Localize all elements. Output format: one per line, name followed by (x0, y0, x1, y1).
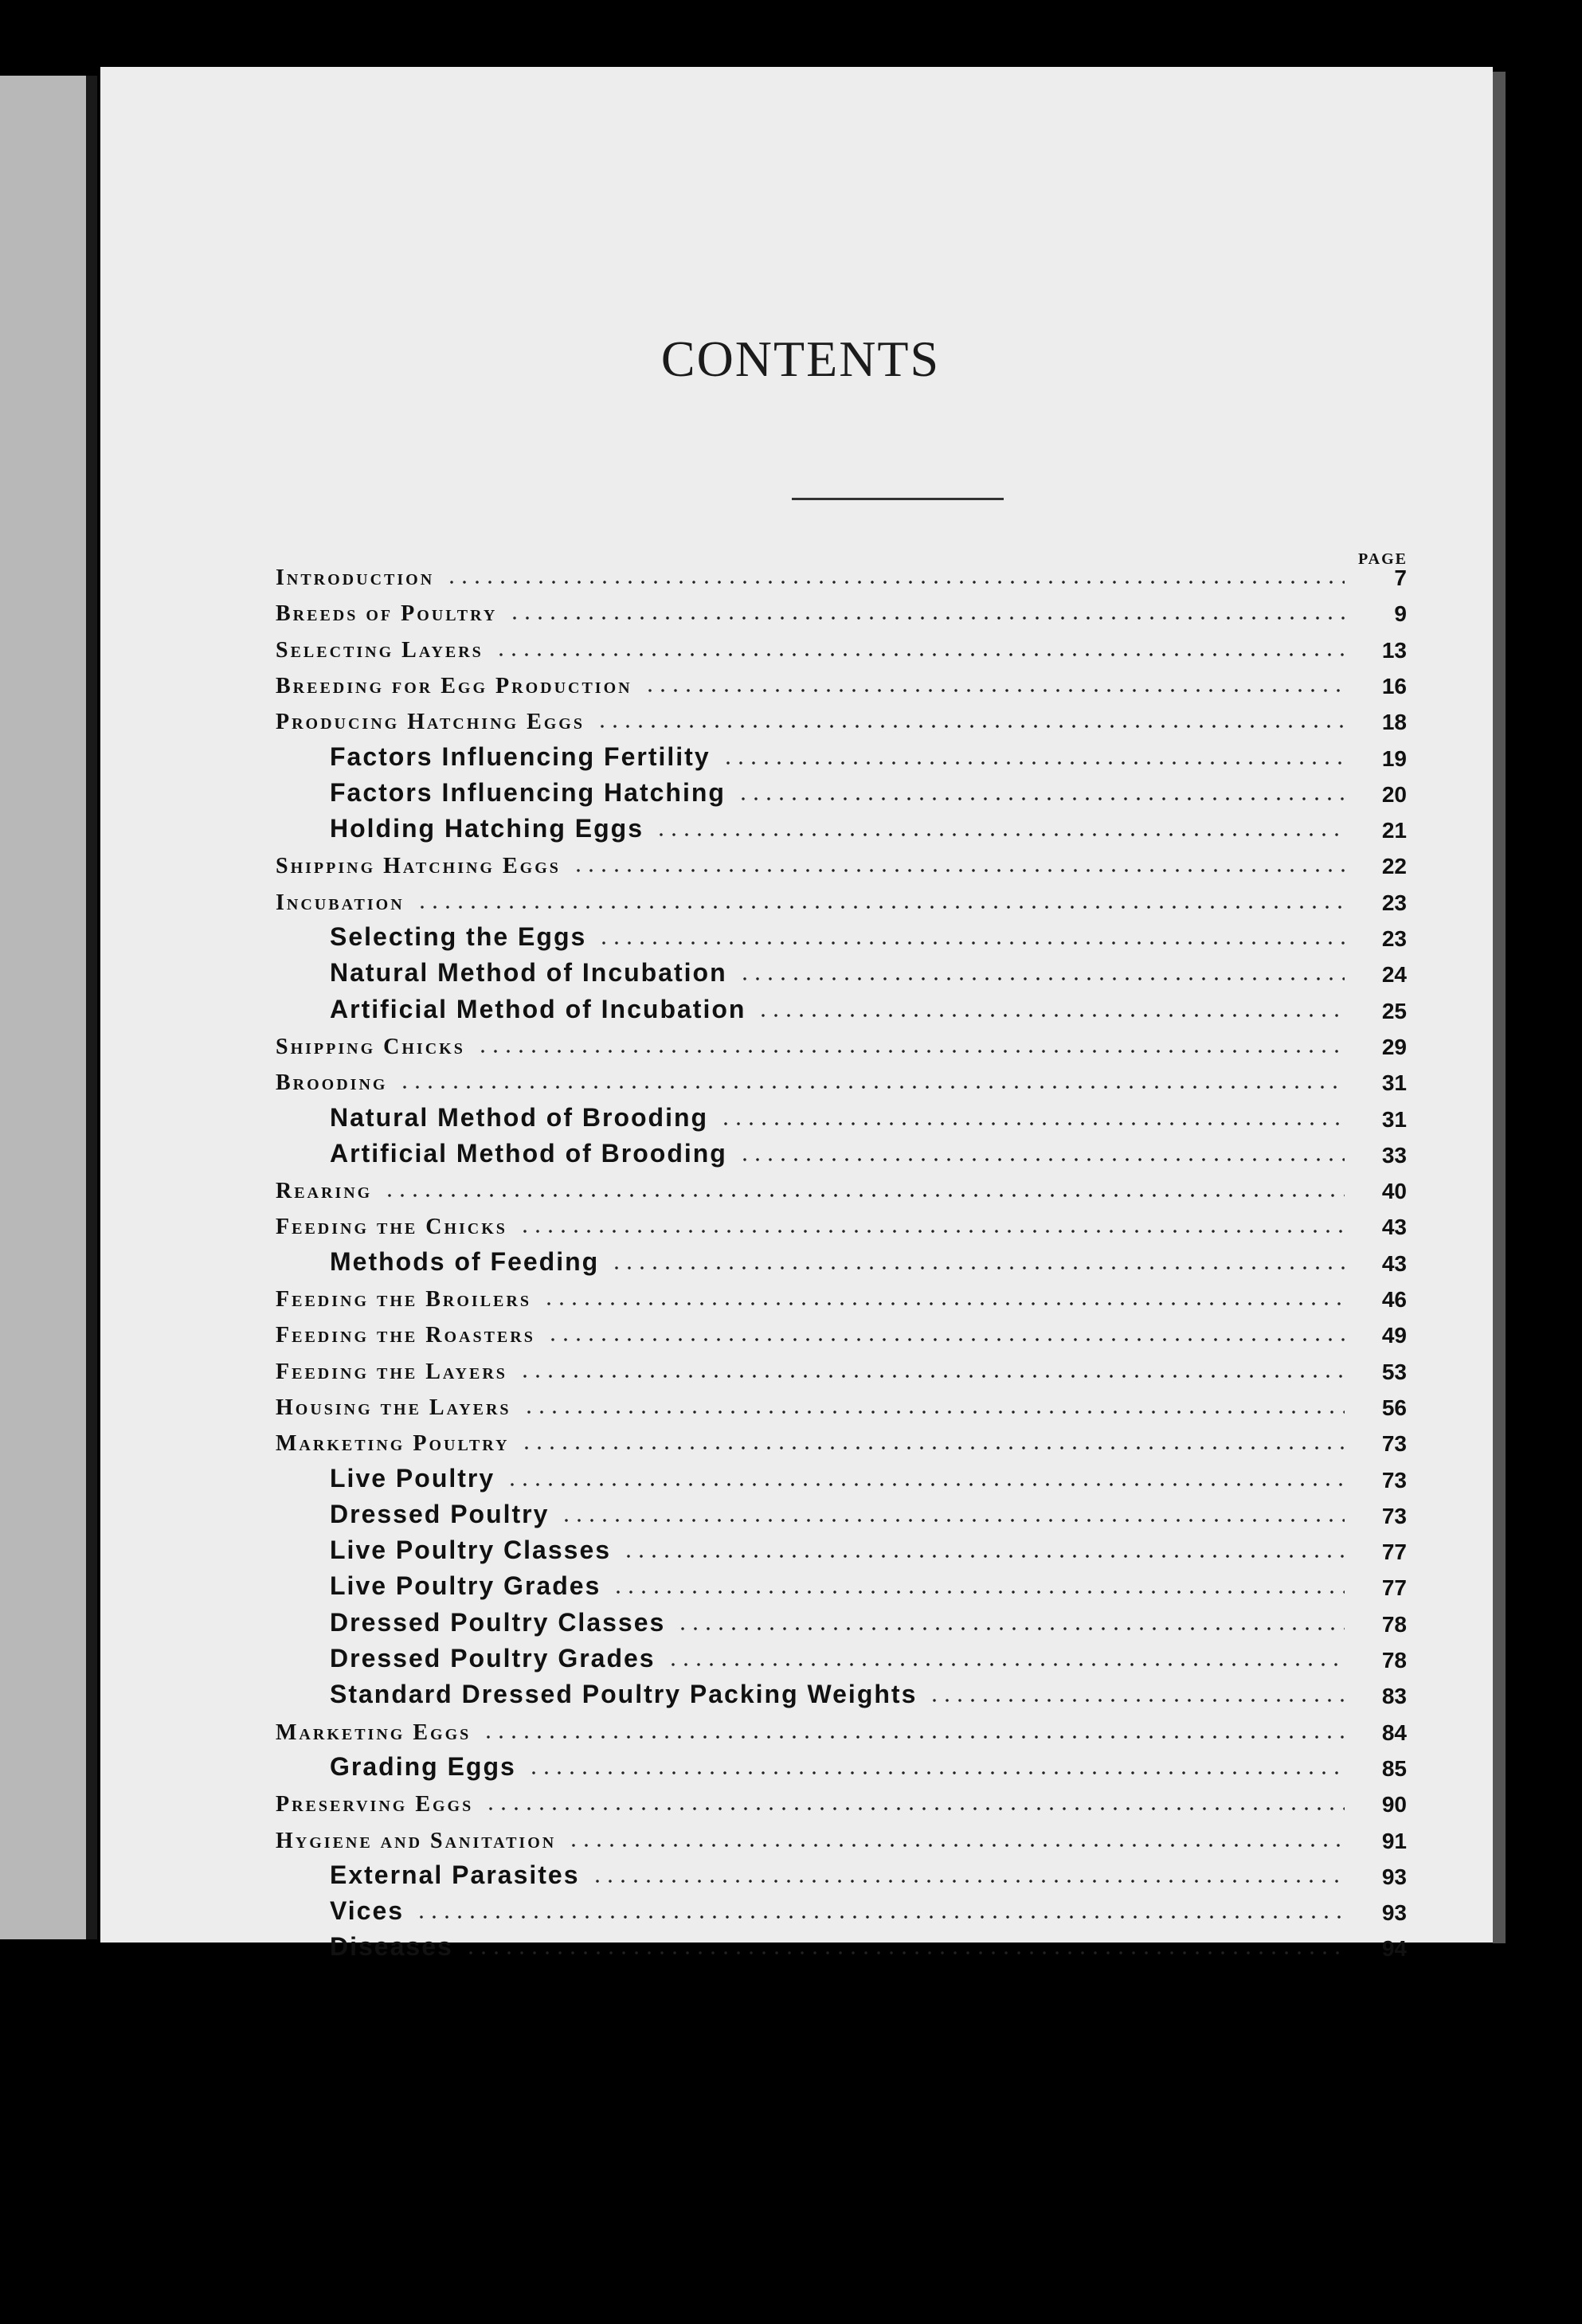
dot-leader (612, 1590, 1345, 1594)
page-title: CONTENTS (660, 331, 941, 387)
toc-entry (330, 1096, 1407, 1133)
toc-entry-page: 31 (1381, 1107, 1407, 1132)
toc-entry (276, 843, 1407, 879)
toc-entry-page: 16 (1381, 674, 1407, 698)
toc-entry (276, 554, 1407, 591)
dot-leader (482, 1735, 1345, 1739)
dot-leader (572, 868, 1345, 873)
toc-entry-title: Marketing Poultry (276, 1431, 510, 1456)
toc-entry-page: 23 (1381, 890, 1407, 915)
toc-entry-title: Hygiene and Sanitation (276, 1829, 557, 1853)
dot-leader (597, 941, 1345, 945)
toc-entry-page: 29 (1381, 1035, 1407, 1059)
dot-leader (655, 832, 1345, 837)
toc-entry-title: Breeds of Poultry (276, 601, 498, 626)
dot-leader (676, 1626, 1345, 1631)
toc-entry-title: Holding Hatching Eggs (330, 814, 644, 843)
dot-leader (506, 1482, 1345, 1487)
toc-entry (276, 1168, 1407, 1204)
dot-leader (622, 1554, 1345, 1559)
toc-entry-title: Grading Eggs (330, 1752, 516, 1781)
toc-entry-page: 24 (1381, 962, 1407, 987)
dot-leader (520, 1446, 1345, 1450)
toc-entry (330, 1745, 1407, 1782)
toc-entry-title: Live Poultry Classes (330, 1536, 612, 1564)
toc-entry-title: Vices (330, 1896, 405, 1925)
toc-entry-page: 21 (1381, 818, 1407, 843)
toc-entry-title: Selecting Layers (276, 638, 484, 663)
toc-entry-title: External Parasites (330, 1860, 580, 1889)
dot-leader (484, 1806, 1345, 1811)
dot-leader (722, 761, 1345, 765)
toc-entry (330, 735, 1407, 772)
toc-entry-title: Feeding the Chicks (276, 1215, 507, 1239)
dot-leader (738, 1157, 1345, 1162)
book-spine (86, 76, 97, 1939)
toc-entry-title: Natural Method of Incubation (330, 958, 727, 987)
toc-entry (276, 1817, 1407, 1854)
toc-entry-page: 73 (1381, 1468, 1407, 1493)
toc-entry (330, 807, 1407, 843)
toc-entry-title: Diseases (330, 1932, 453, 1961)
dot-leader (738, 976, 1345, 981)
toc-entry-page: 20 (1381, 782, 1407, 807)
toc-entry-title: Marketing Eggs (276, 1720, 472, 1745)
toc-entry-title: Introduction (276, 565, 435, 590)
dot-leader (398, 1085, 1345, 1090)
toc-entry-title: Dressed Poultry Grades (330, 1644, 656, 1673)
dot-leader (667, 1662, 1345, 1667)
toc-entry-page: 43 (1381, 1251, 1407, 1276)
toc-entry (330, 1132, 1407, 1168)
toc-entry-page: 13 (1381, 638, 1407, 663)
dot-leader (757, 1013, 1345, 1018)
title-rule (792, 498, 1004, 500)
toc-entry-title: Selecting the Eggs (330, 922, 587, 951)
toc-entry (276, 1023, 1407, 1060)
toc-entry-page: 94 (1381, 1936, 1407, 1961)
toc-entry-title: Standard Dressed Poultry Packing Weights (330, 1680, 918, 1708)
toc-entry-page: 77 (1381, 1575, 1407, 1600)
dot-leader (519, 1374, 1345, 1379)
toc-entry-page: 78 (1381, 1648, 1407, 1673)
toc-entry-page: 43 (1381, 1215, 1407, 1239)
toc-entry-title: Feeding the Broilers (276, 1287, 531, 1312)
toc-entry (276, 1348, 1407, 1385)
toc-entry-title: Factors Influencing Hatching (330, 778, 726, 807)
dot-leader (542, 1301, 1345, 1306)
toc-entry (276, 1709, 1407, 1746)
toc-entry-page: 56 (1381, 1395, 1407, 1420)
dot-leader (464, 1950, 1345, 1955)
toc-entry-page: 93 (1381, 1864, 1407, 1889)
toc-entry-title: Breeding for Egg Production (276, 674, 632, 698)
toc-entry (276, 1312, 1407, 1348)
toc-entry-title: Artificial Method of Brooding (330, 1139, 727, 1168)
toc-entry (330, 1564, 1407, 1601)
toc-entry-title: Feeding the Roasters (276, 1323, 535, 1348)
toc-entry-title: Feeding the Layers (276, 1360, 507, 1384)
dot-leader (495, 652, 1345, 657)
toc-entry (330, 915, 1407, 952)
dot-leader (523, 1410, 1345, 1414)
toc-entry-page: 22 (1381, 854, 1407, 878)
toc-entry-title: Housing the Layers (276, 1395, 511, 1420)
toc-entry-page: 18 (1381, 710, 1407, 734)
dot-leader (416, 905, 1345, 910)
toc-entry (330, 1457, 1407, 1493)
dot-leader (737, 796, 1345, 801)
book-page (100, 67, 1493, 1961)
toc-entry (330, 1673, 1407, 1709)
toc-entry-title: Live Poultry (330, 1464, 495, 1493)
toc-entry-page: 90 (1381, 1792, 1407, 1817)
toc-entry-page: 7 (1394, 565, 1407, 590)
toc-entry (330, 1925, 1407, 1962)
toc-entry-page: 33 (1381, 1143, 1407, 1168)
toc-entry-page: 84 (1381, 1720, 1407, 1745)
dot-leader (719, 1121, 1345, 1126)
dot-leader (644, 688, 1345, 693)
adjacent-page-edge (0, 76, 97, 1939)
dot-leader (610, 1266, 1345, 1270)
toc-entry-title: Shipping Hatching Eggs (276, 854, 561, 878)
dot-leader (546, 1337, 1345, 1342)
toc-entry (330, 988, 1407, 1024)
toc-entry-page: 19 (1381, 746, 1407, 771)
toc-entry (330, 1853, 1407, 1890)
toc-entry (276, 1420, 1407, 1457)
dot-leader (596, 724, 1345, 729)
toc-entry-title: Dressed Poultry Classes (330, 1608, 666, 1637)
toc-entry (330, 951, 1407, 988)
toc-entry-page: 85 (1381, 1756, 1407, 1781)
toc-entry-page: 91 (1381, 1829, 1407, 1853)
toc-entry (276, 879, 1407, 916)
toc-entry (276, 590, 1407, 627)
toc-entry-title: Shipping Chicks (276, 1035, 465, 1059)
toc-entry-page: 83 (1381, 1684, 1407, 1708)
toc-entry (330, 1528, 1407, 1565)
toc-entry-page: 40 (1381, 1179, 1407, 1203)
toc-entry-title: Producing Hatching Eggs (276, 710, 585, 734)
toc-entry-page: 73 (1381, 1431, 1407, 1456)
toc-entry-title: Preserving Eggs (276, 1792, 474, 1817)
toc-entry-page: 73 (1381, 1504, 1407, 1528)
toc-entry (276, 1203, 1407, 1240)
toc-entry-page: 46 (1381, 1287, 1407, 1312)
dot-leader (591, 1879, 1345, 1884)
toc-entry-title: Factors Influencing Fertility (330, 742, 711, 771)
toc-entry-title: Incubation (276, 890, 405, 915)
toc-entry (276, 1059, 1407, 1096)
toc-entry-title: Brooding (276, 1070, 388, 1095)
dot-leader (476, 1049, 1345, 1054)
toc-entry (276, 1384, 1407, 1421)
toc-entry-page: 78 (1381, 1612, 1407, 1637)
dot-leader (928, 1698, 1345, 1703)
toc-entry-page: 93 (1381, 1900, 1407, 1925)
dot-leader (445, 580, 1345, 585)
dot-leader (383, 1193, 1345, 1198)
dot-leader (527, 1770, 1345, 1775)
toc-entry (330, 1889, 1407, 1926)
toc-entry-title: Live Poultry Grades (330, 1571, 601, 1600)
toc-entry (330, 1493, 1407, 1529)
toc-entry (276, 663, 1407, 699)
toc-entry (276, 1276, 1407, 1313)
toc-entry-page: 23 (1381, 926, 1407, 951)
dot-leader (567, 1843, 1345, 1848)
toc-entry (330, 1637, 1407, 1673)
dot-leader (519, 1229, 1345, 1234)
toc-entry-title: Dressed Poultry (330, 1500, 550, 1528)
toc-entry-page: 25 (1381, 999, 1407, 1023)
dot-leader (560, 1518, 1345, 1523)
toc-entry (330, 1601, 1407, 1637)
page-column-header: PAGE (1357, 550, 1408, 568)
toc-entry (276, 698, 1407, 735)
toc-entry-title: Artificial Method of Incubation (330, 995, 746, 1023)
toc-entry (330, 1240, 1407, 1277)
toc-entry-title: Rearing (276, 1179, 373, 1203)
dot-leader (415, 1915, 1345, 1919)
toc-entry-page: 77 (1381, 1540, 1407, 1564)
toc-entry (330, 771, 1407, 808)
toc-entry (276, 627, 1407, 663)
toc-entry (276, 1781, 1407, 1817)
toc-entry-page: 53 (1381, 1360, 1407, 1384)
toc-entry-page: 9 (1394, 601, 1407, 626)
toc-entry-title: Natural Method of Brooding (330, 1103, 709, 1132)
toc-entry-page: 31 (1381, 1070, 1407, 1095)
dot-leader (508, 616, 1345, 620)
toc-entry-page: 49 (1381, 1323, 1407, 1348)
toc-entry-title: Methods of Feeding (330, 1247, 600, 1276)
